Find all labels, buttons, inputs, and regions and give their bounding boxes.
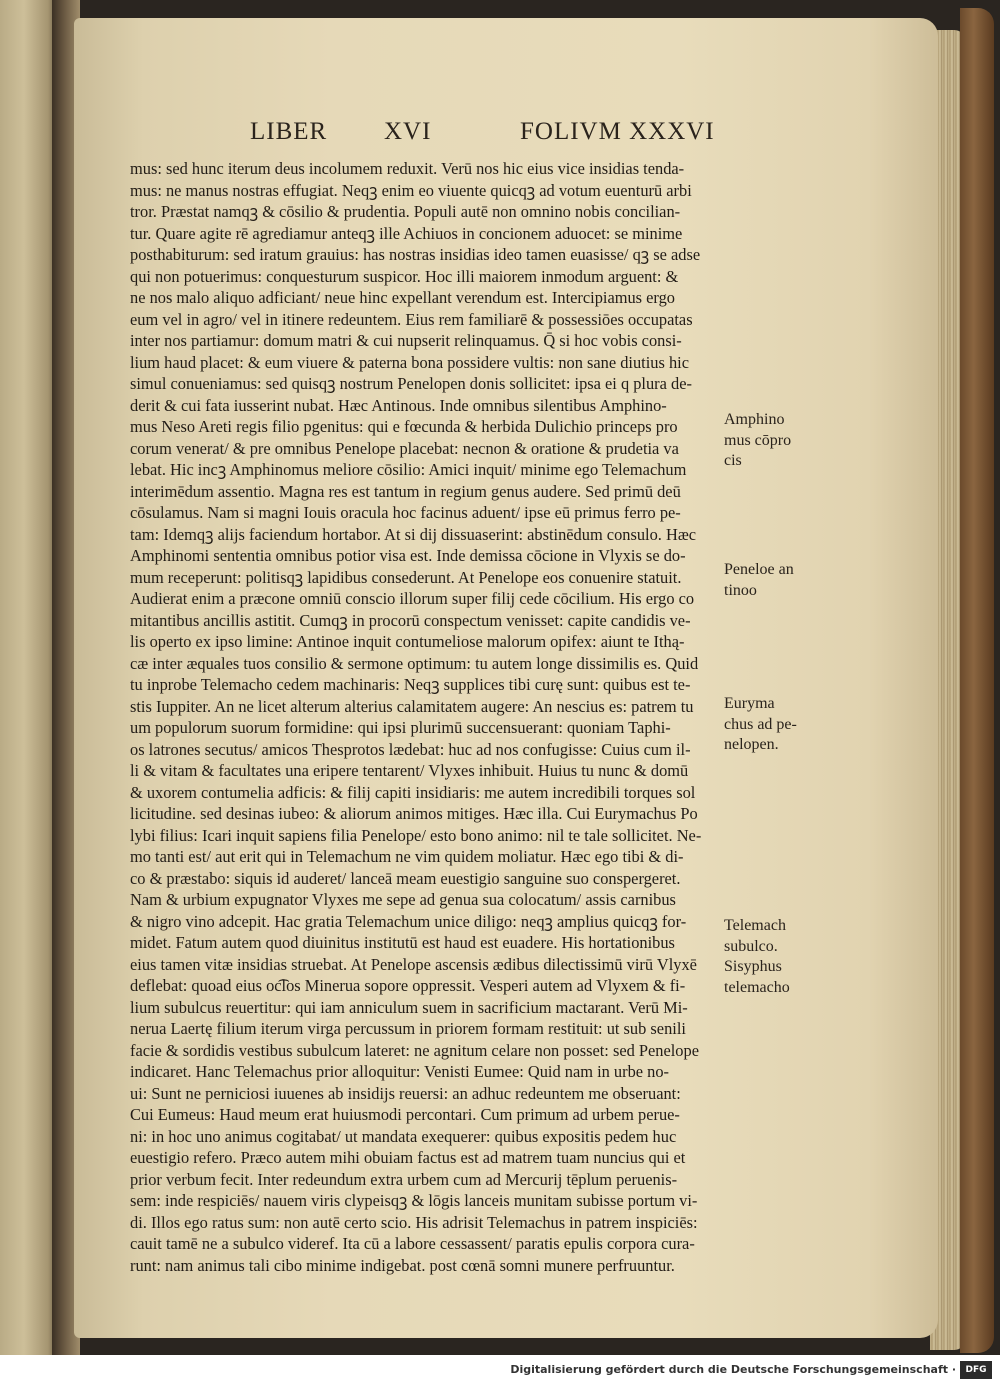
text-line: di. Illos ego ratus sum: non autē certo scio. His adrisit Telemachus in patrem inspiciēs: xyxy=(130,1212,698,1232)
text-line: mus Neso Areti regis filio pgenitus: qui e fœcunda & herbida Dulichio princeps pro xyxy=(130,417,678,436)
text-line: prior verbum fecit. Inter redeundum extra urbem cum ad Mercurij tēplum peruenis- xyxy=(130,1169,678,1189)
text-line: facie & sordidis vestibus subulcum lateret: ne agnitum celare non posset: sed Penelope xyxy=(130,1040,699,1060)
text-line: eum vel in agro/ vel in itinere redeuntem. Eius rem familiarē & possessiōes occupatas xyxy=(130,309,693,329)
facing-page-edge xyxy=(0,0,60,1355)
header-book-number: XVI xyxy=(384,118,432,145)
gloss-line: telemacho xyxy=(724,978,790,996)
text-line: posthabiturum: sed iratum grauius: has nostras insidias ideo tamen euasisse/ qꝫ se adse xyxy=(130,245,701,264)
text-line: mo tanti est/ aut erit qui in Telemachum ne vim quidem moliatur. Hæc ego tibi & di- xyxy=(130,847,684,866)
funding-notice: Digitalisierung gefördert durch die Deutsche Forschungsgemeinschaft · xyxy=(510,1363,956,1376)
text-line: sem: inde respiciēs/ nauem viris clypeisqꝫ & lōgis lanceis munitam subisse portum vi- xyxy=(130,1191,698,1210)
text-line: ne nos malo aliquo adficiant/ neue hinc expellant verendum est. Intercipiamus ergo xyxy=(130,288,675,307)
dfg-logo: DFG xyxy=(960,1361,992,1379)
gloss-line: Euryma xyxy=(724,695,775,712)
text-line: nerua Laertę filium iterum virga percussum in priorem formam restituit: ut sub senili xyxy=(130,1019,686,1038)
gloss-line: Peneloe an xyxy=(724,561,794,578)
text-line: mum receperunt: politisqꝫ lapidibus consederunt. At Penelope eos conuenire statuit. xyxy=(130,567,682,587)
text-line: inter nos partiamur: domum matri & cui nupserit relinquamus. Q̄ si hoc vobis consi- xyxy=(130,331,682,350)
text-line: eius tamen vitæ insidias struebat. At Penelope ascensis ædibus dilectissimū virū Vlyxē xyxy=(130,954,697,974)
running-header xyxy=(250,118,740,152)
gloss-line: mus cōpro xyxy=(724,431,792,449)
text-line: os latrones secutus/ amicos Thesprotos lædebat: huc ad nos confugisse: Cuius cum il- xyxy=(130,739,691,759)
text-line: mus: sed hunc iterum deus incolumem reduxit. Verū nos hic eius vice insidias tenda- xyxy=(130,159,685,178)
gloss-line: Sisyphus xyxy=(724,958,782,975)
gloss-line: cis xyxy=(724,452,742,469)
text-line: um populorum suorum formidine: qui ipsi plurimū succensuerant: quoniam Taphi- xyxy=(130,718,671,737)
text-line: tror. Præstat namqꝫ & cōsilio & prudentia. Populi autē non omnino nobis concilian- xyxy=(130,202,681,221)
text-line: Nam & urbium expugnator Vlyxes me sepe ad genua sua colocatum/ assis carnibus xyxy=(130,890,676,909)
text-line: midet. Fatum autem quod diuinitus institutū est haud est euadere. His hortationibus xyxy=(130,933,675,952)
margin-gloss-amphinomus xyxy=(724,410,824,472)
text-line: derit & cui fata iusserint nubat. Hæc Antinous. Inde omnibus silentibus Amphino- xyxy=(130,395,667,415)
book-cover-edge xyxy=(960,8,994,1353)
text-line: qui non potuerimus: conquesturum suspicor. Hoc illi maiorem inmodum arguent: & xyxy=(130,266,679,286)
text-line: indicaret. Hanc Telemachus prior alloquitur: Venisti Eumee: Quid nam in urbe no- xyxy=(130,1062,669,1081)
margin-gloss-penelope xyxy=(724,560,824,601)
gloss-line: nelopen. xyxy=(724,736,779,753)
gloss-line: tinoo xyxy=(724,581,757,599)
gloss-line: Amphino xyxy=(724,411,785,428)
text-line: lebat. Hic incꝫ Amphinomus meliore cōsilio: Amici inquit/ minime ego Telemachum xyxy=(130,460,687,479)
text-line: lium haud placet: & eum viuere & paterna bona possidere vultis: non sane diutius hic xyxy=(130,352,689,372)
text-line: tam: Idemqꝫ alijs faciendum hortabor. At si dij dissuaserint: abstinēdum consulo. Hæc xyxy=(130,524,697,544)
margin-gloss-telemachus xyxy=(724,916,824,998)
text-line: co & præstabo: siquis id auderet/ lanceā meam euestigio sanguine suo conspergeret. xyxy=(130,868,681,888)
text-line: tu inprobe Telemacho cedem machinaris: Neqꝫ supplices tibi curę sunt: quibus est te- xyxy=(130,675,691,694)
gloss-line: chus ad pe- xyxy=(724,715,797,733)
text-line: cauit tamē ne a subulco videref. Ita cū a labore cessassent/ paratis epulis corpora cura- xyxy=(130,1234,695,1253)
text-line: ni: in hoc uno animus cogitabat/ ut mandata exequerer: quibus expositis pedem huc xyxy=(130,1126,677,1146)
text-line: mus: ne manus nostras effugiat. Neqꝫ enim eo viuente quicqꝫ ad votum euenturū arbi xyxy=(130,180,692,200)
text-line: lis operto ex ipso limine: Antinoe inquit contumeliose malorum opifex: aiunt te Ithą- xyxy=(130,632,685,651)
text-line: & uxorem contumelia adficis: & filij capiti insidiaris: me autem incredibili torques sol xyxy=(130,782,696,802)
header-liber: LIBER xyxy=(250,118,328,145)
text-line: Audierat enim a præcone omniū conscio illorum super filij cede cōcilium. His ergo co xyxy=(130,589,695,608)
text-line: deflebat: quoad eius oc͡los Minerua sopore oppressit. Vesperi autem ad Vlyxem & fi- xyxy=(130,976,686,995)
digitization-footer xyxy=(0,1355,1000,1388)
text-line: euestigio refero. Præco autem mihi obuiam factus est ad matrem tuam nuncius qui et xyxy=(130,1148,686,1167)
text-line: tur. Quare agite rē agrediamur anteqꝫ ille Achiuos in concionem aduocet: se minime xyxy=(130,223,683,243)
gloss-line: Telemach xyxy=(724,917,786,934)
text-line: lybi filius: Icari inquit sapiens filia Penelope/ esto bono animo: nil te tale sollicitet. Ne- xyxy=(130,825,702,845)
header-folio: FOLIVM XXXVI xyxy=(520,118,715,145)
margin-gloss-eurymachus xyxy=(724,694,824,756)
text-line: & nigro vino adcepit. Hac gratia Telemachum unice diligo: neqꝫ amplius quicqꝫ for- xyxy=(130,911,687,931)
text-line: Amphinomi sententia omnibus potior visa est. Inde demissa cōcione in Vlyxis se do- xyxy=(130,546,686,565)
text-line: corum venerat/ & pre omnibus Penelope placebat: necnon & oratione & prudetia va xyxy=(130,438,679,458)
gloss-line: subulco. xyxy=(724,937,778,955)
text-line: stis Iuppiter. An ne licet alterum alterius calamitatem augere: An nescius es: patrem tu xyxy=(130,696,694,716)
text-line: mitantibus ancillis astitit. Cumqꝫ in procorū conspectum venisset: capite candidis ve- xyxy=(130,610,691,630)
text-line: licitudine. sed desinas iubeo: & aliorum animos mitiges. Hæc illa. Cui Eurymachus Po xyxy=(130,804,698,823)
text-line: ui: Sunt ne perniciosi iuuenes ab insidijs reuersi: an adhuc redeuntem me obseruant: xyxy=(130,1083,681,1103)
text-line: Cui Eumeus: Haud meum erat huiusmodi percontari. Cum primum ad urbem perue- xyxy=(130,1105,680,1124)
text-line: interimēdum assentio. Magna res est tantum in regium genus audere. Sed primū deū xyxy=(130,481,681,501)
text-line: runt: nam animus tali cibo minime indigebat. post cœnā somni munere perfruuntur. xyxy=(130,1255,675,1275)
text-line: cōsulamus. Nam si magni Iouis oracula hoc facinus aduent/ ipse eū primus ferro pe- xyxy=(130,503,681,522)
text-line: simul conueniamus: sed quisqꝫ nostrum Penelopen donis sollicitet: ipsa ei q plura de- xyxy=(130,374,692,393)
main-text-block xyxy=(130,158,710,1276)
text-line: li & vitam & facultates una eripere tentarent/ Vlyxes inhibuit. Huius tu nunc & domū xyxy=(130,761,689,780)
text-line: lium subulcus reuertitur: qui iam anniculum suem in sacrificium mactarant. Verū Mi- xyxy=(130,997,688,1017)
text-line: cæ inter æquales tuos consilio & sermone optimum: tu autem longe dissimilis es. Quid xyxy=(130,653,699,673)
